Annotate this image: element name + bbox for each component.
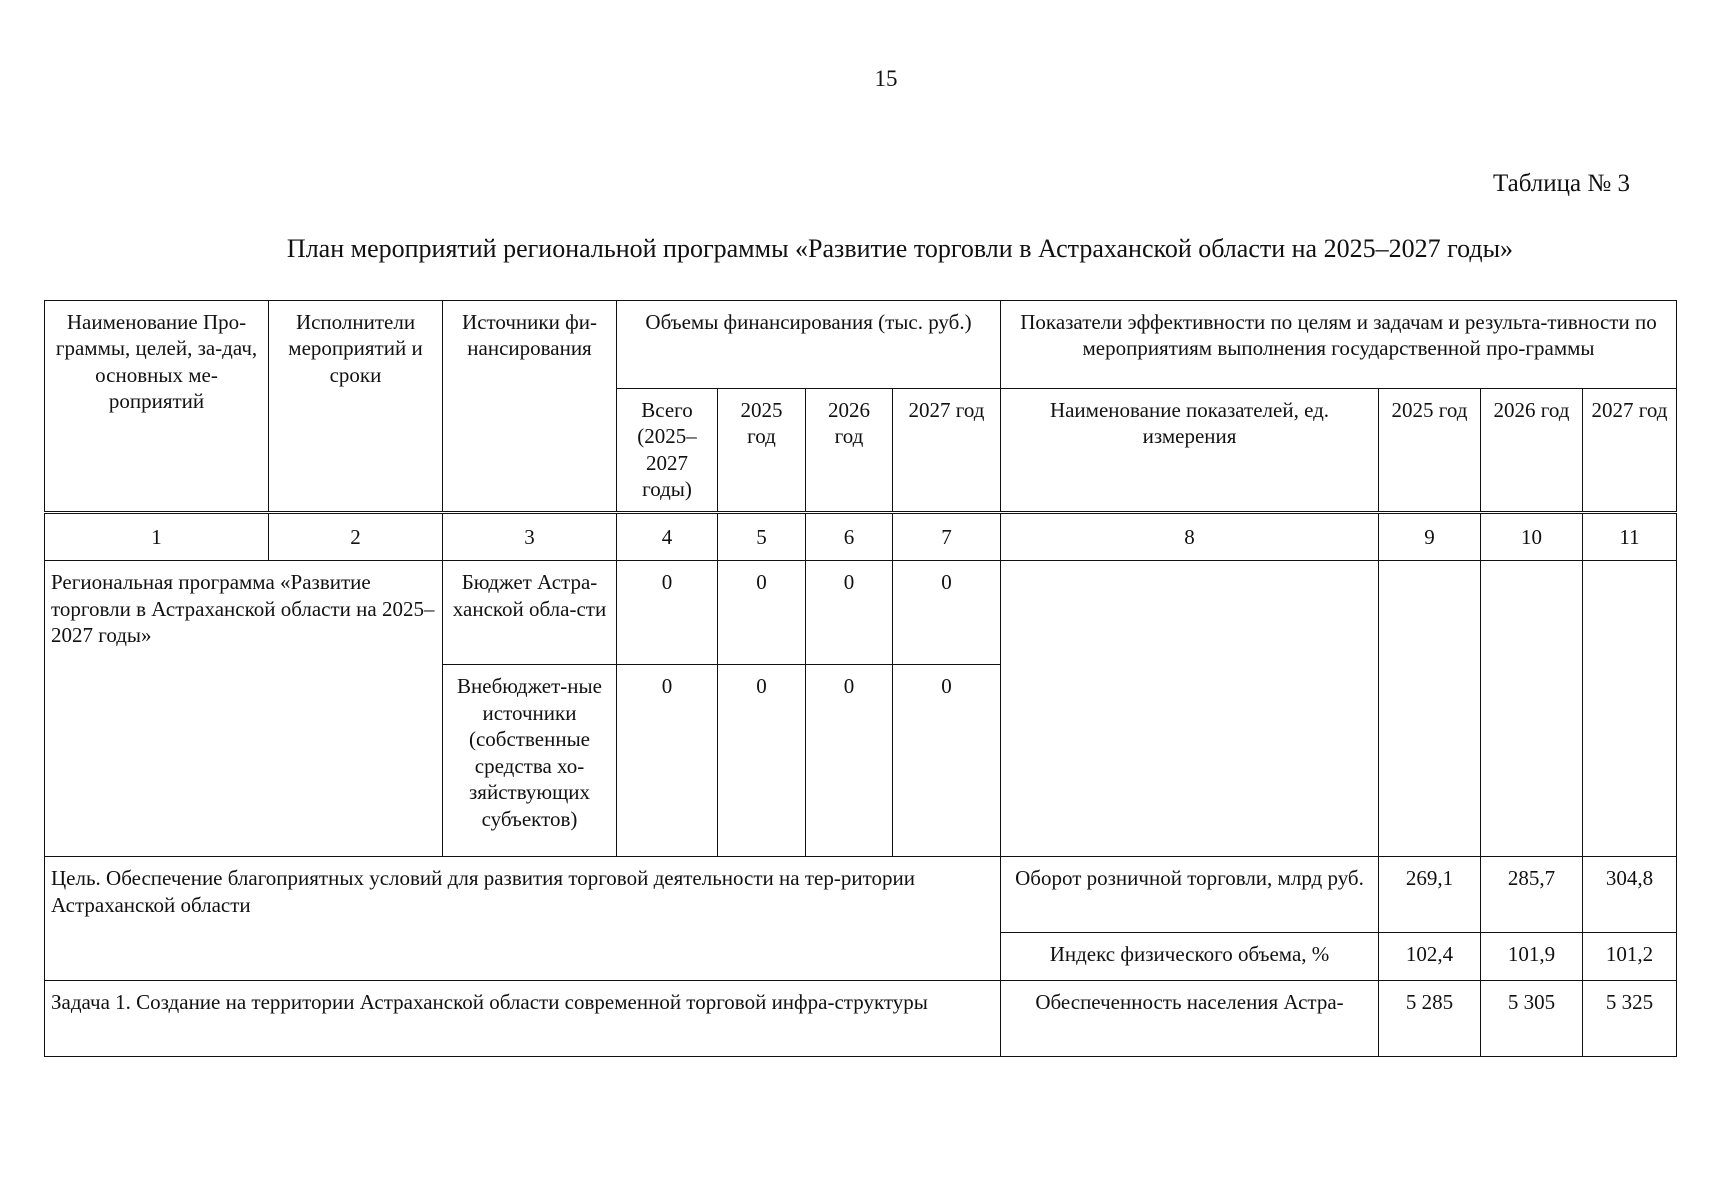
funding-2027: 0 [893,665,1001,857]
header-indicator-2026: 2026 год [1481,389,1583,513]
column-number-row [45,512,1677,560]
table-row [45,561,1677,665]
indicator-2026: 285,7 [1481,857,1583,933]
table-label: Таблица № 3 [1492,170,1630,197]
column-number: 7 [893,512,1001,560]
header-2025: 2025 год [718,389,806,513]
header-funding-volumes: Объемы финансирования (тыс. руб.) [617,301,1001,389]
funding-2025: 0 [718,561,806,665]
column-number: 4 [617,512,718,560]
program-name-cell: Региональная программа «Развитие торговли в Астраханской области на 2025–2027 годы» [45,561,443,857]
funding-2026: 0 [806,561,893,665]
header-indicator-name: Наименование показателей, ед. измерения [1001,389,1379,513]
indicator-2025: 269,1 [1379,857,1481,933]
funding-2026: 0 [806,665,893,857]
indicator-2025: 102,4 [1379,933,1481,981]
goal-cell: Цель. Обеспечение благоприятных условий для развития торговой деятельности на тер-ритории Астраханской области [45,857,1001,981]
indicator-2026: 101,9 [1481,933,1583,981]
funding-total: 0 [617,665,718,857]
indicator-name: Оборот розничной торговли, млрд руб. [1001,857,1379,933]
column-number: 3 [443,512,617,560]
funding-2027: 0 [893,561,1001,665]
header-program-name: Наименование Про-граммы, целей, за-дач, основных ме-роприятий [45,301,269,513]
plan-table [44,300,1677,1057]
empty-indicator-cell [1583,561,1677,857]
header-2027: 2027 год [893,389,1001,513]
funding-source-name: Бюджет Астра-ханской обла-сти [443,561,617,665]
column-number: 8 [1001,512,1379,560]
column-number: 10 [1481,512,1583,560]
header-efficiency-indicators: Показатели эффективности по целям и задачам и результа-тивности по мероприятиям выполнения государственной про-граммы [1001,301,1677,389]
column-number: 2 [269,512,443,560]
column-number: 6 [806,512,893,560]
header-indicator-2027: 2027 год [1583,389,1677,513]
indicator-2027: 101,2 [1583,933,1677,981]
document-title: План мероприятий региональной программы «Развитие торговли в Астраханской области на 2025–2027 годы» [286,234,1514,263]
empty-indicator-cell [1001,561,1379,857]
indicator-2025: 5 285 [1379,981,1481,1057]
task-cell: Задача 1. Создание на территории Астраханской области современной торговой инфра-структуры [45,981,1001,1057]
indicator-name: Обеспеченность населения Астра- [1001,981,1379,1057]
column-number: 1 [45,512,269,560]
funding-total: 0 [617,561,718,665]
header-total: Всего (2025–2027 годы) [617,389,718,513]
indicator-name: Индекс физического объема, % [1001,933,1379,981]
funding-2025: 0 [718,665,806,857]
header-executors: Исполнители мероприятий и сроки [269,301,443,513]
indicator-2026: 5 305 [1481,981,1583,1057]
table-row [45,857,1677,933]
column-number: 9 [1379,512,1481,560]
table-row [45,981,1677,1057]
column-number: 5 [718,512,806,560]
empty-indicator-cell [1481,561,1583,857]
header-indicator-2025: 2025 год [1379,389,1481,513]
column-number: 11 [1583,512,1677,560]
header-funding-sources: Источники фи-нансирования [443,301,617,513]
empty-indicator-cell [1379,561,1481,857]
indicator-2027: 304,8 [1583,857,1677,933]
page-number: 15 [874,66,898,91]
header-2026: 2026 год [806,389,893,513]
funding-source-name: Внебюджет-ные источники (собственные средства хо-зяйствующих субъектов) [443,665,617,857]
indicator-2027: 5 325 [1583,981,1677,1057]
